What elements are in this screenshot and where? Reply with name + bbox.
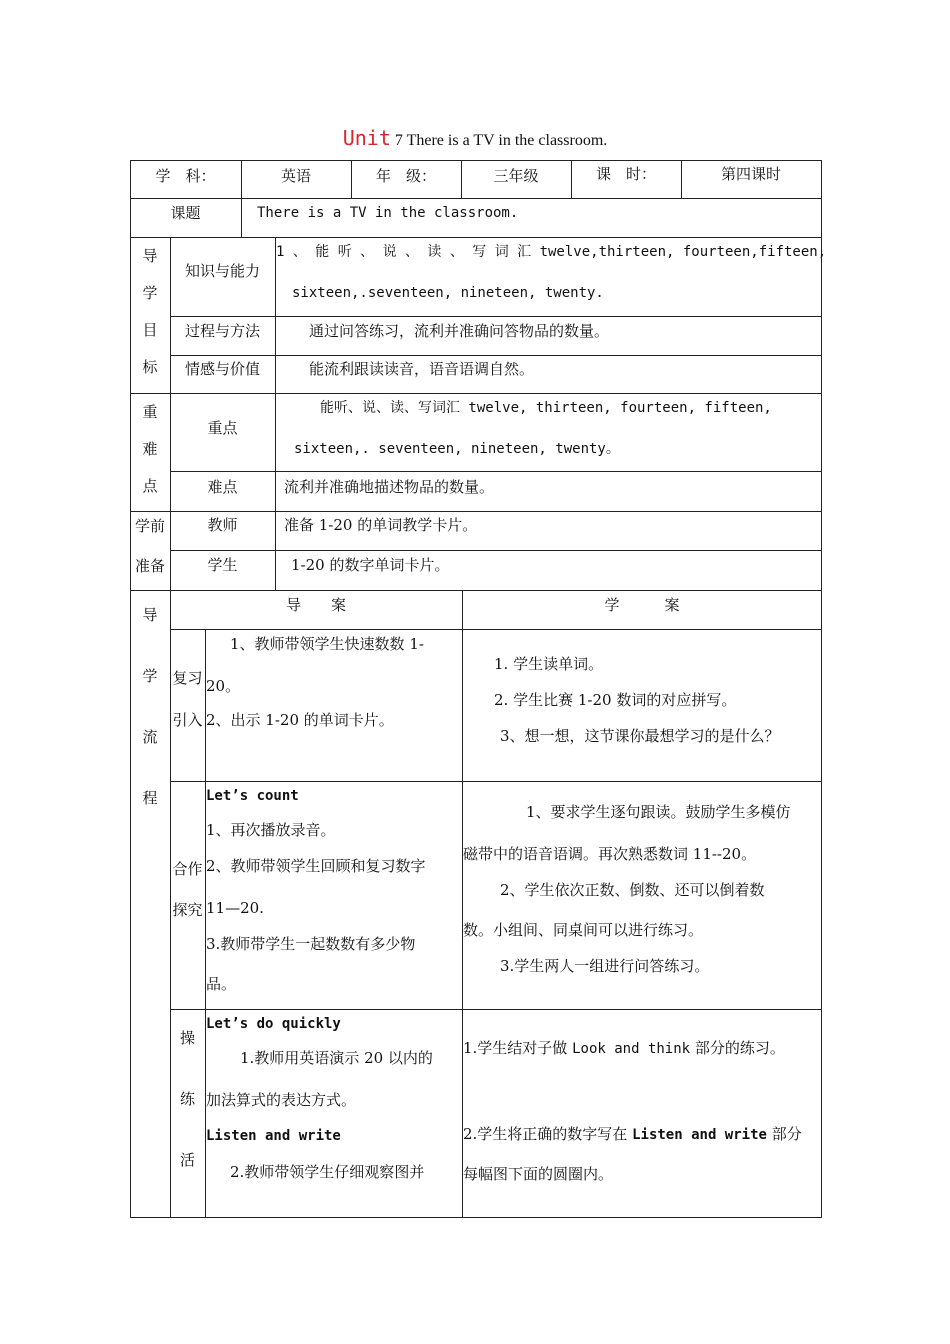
practice-guide-title2: Listen and write	[206, 1128, 341, 1144]
knowledge-line1: 1 、 能 听 、 说 、 读 、 写 词 汇 twelve,thirteen, fourteen,fifteen,	[276, 244, 827, 260]
title-text: 7 There is a TV in the classroom.	[390, 132, 608, 149]
topic-label: 课题	[170, 204, 201, 222]
knowledge-line2: sixteen,.seventeen, nineteen, twenty.	[292, 285, 604, 301]
review-guide-2: 2、出示 1-20 的单词卡片。	[206, 711, 394, 729]
grade-value: 三年级	[493, 167, 539, 185]
practice-study-1: 1.学生结对子做 Look and think 部分的练习。	[463, 1039, 785, 1057]
process-label: 过程与方法	[184, 322, 260, 340]
subject-label: 学 科：	[155, 167, 216, 185]
teacher-label: 教师	[207, 516, 238, 534]
practice-study-2: 2.学生将正确的数字写在 Listen and write 部分	[463, 1125, 802, 1143]
teacher-value: 准备 1-20 的单词教学卡片。	[284, 516, 478, 534]
key-points-section-label: 重 难 点	[142, 403, 158, 495]
review-study-1: 1. 学生读单词。	[494, 655, 604, 673]
flow-section-label: 导 学 流 程	[142, 606, 158, 807]
explore-study-3: 3.学生两人一组进行问答练习。	[500, 957, 710, 975]
explore-guide-3a: 3.教师带学生一起数数有多少物	[206, 935, 416, 953]
prep-label-top: 学前	[134, 517, 165, 535]
topic-value: There is a TV in the classroom.	[257, 205, 519, 221]
review-label-bottom: 引入	[172, 711, 203, 729]
explore-guide-title: Let’s count	[206, 788, 299, 804]
difficulty-value: 流利并准确地描述物品的数量。	[284, 478, 495, 496]
title-unit: Unit	[342, 126, 391, 150]
focus-line2: sixteen,. seventeen, nineteen, twenty。	[294, 441, 620, 457]
document-title	[0, 126, 950, 150]
practice-guide-2a: 2.教师带领学生仔细观察图并	[230, 1163, 425, 1181]
guide-header: 导 案	[285, 596, 346, 614]
review-study-3: 3、想一想，这节课你最想学习的是什么？	[500, 727, 780, 745]
process-value: 通过问答练习，流利并准确问答物品的数量。	[309, 322, 610, 340]
explore-guide-1: 1、再次播放录音。	[206, 821, 336, 839]
practice-guide-title1: Let’s do quickly	[206, 1016, 341, 1032]
emotion-label: 情感与价值	[184, 360, 260, 378]
explore-study-1b: 磁带中的语音语调。再次熟悉数词 11--20。	[463, 845, 757, 863]
practice-guide-1b: 加法算式的表达方式。	[206, 1091, 357, 1109]
student-label: 学生	[207, 556, 238, 574]
student-value: 1-20 的数字单词卡片。	[291, 556, 450, 574]
practice-guide-1a: 1.教师用英语演示 20 以内的	[240, 1049, 433, 1067]
period-label: 课 时：	[595, 165, 656, 183]
explore-guide-2a: 2、教师带领学生回顾和复习数字	[206, 857, 426, 875]
knowledge-label: 知识与能力	[184, 262, 260, 280]
focus-line1: 能听、说、读、写词汇 twelve, thirteen, fourteen, fifteen,	[320, 400, 772, 416]
explore-label-top: 合作	[172, 860, 203, 878]
explore-guide-2b: 11—20.	[206, 899, 264, 917]
study-header: 学 案	[604, 596, 680, 614]
explore-study-2b: 数。小组间、同桌间可以进行练习。	[463, 921, 704, 939]
explore-study-2a: 2、学生依次正数、倒数、还可以倒着数	[500, 881, 765, 899]
difficulty-label: 难点	[207, 478, 238, 496]
practice-label: 操 练 活	[179, 1029, 195, 1169]
review-guide-1b: 20。	[206, 677, 241, 695]
goals-section-label: 导 学 目 标	[142, 247, 158, 376]
emotion-value: 能流利跟读读音，语音语调自然。	[309, 360, 535, 378]
period-value: 第四课时	[720, 165, 781, 183]
review-label-top: 复习	[172, 669, 203, 687]
explore-label-bottom: 探究	[172, 901, 203, 919]
prep-label-bottom: 准备	[134, 557, 165, 575]
review-guide-1a: 1、教师带领学生快速数数 1-	[230, 635, 424, 653]
subject-value: 英语	[280, 167, 311, 185]
lesson-plan-table	[130, 160, 827, 1218]
focus-label: 重点	[207, 419, 238, 437]
explore-guide-3b: 品。	[206, 975, 237, 993]
grade-label: 年 级：	[375, 167, 436, 185]
review-study-2: 2. 学生比赛 1-20 数词的对应拼写。	[494, 691, 737, 709]
practice-study-2b: 每幅图下面的圆圈内。	[463, 1165, 614, 1183]
explore-study-1a: 1、要求学生逐句跟读。鼓励学生多模仿	[526, 803, 791, 821]
